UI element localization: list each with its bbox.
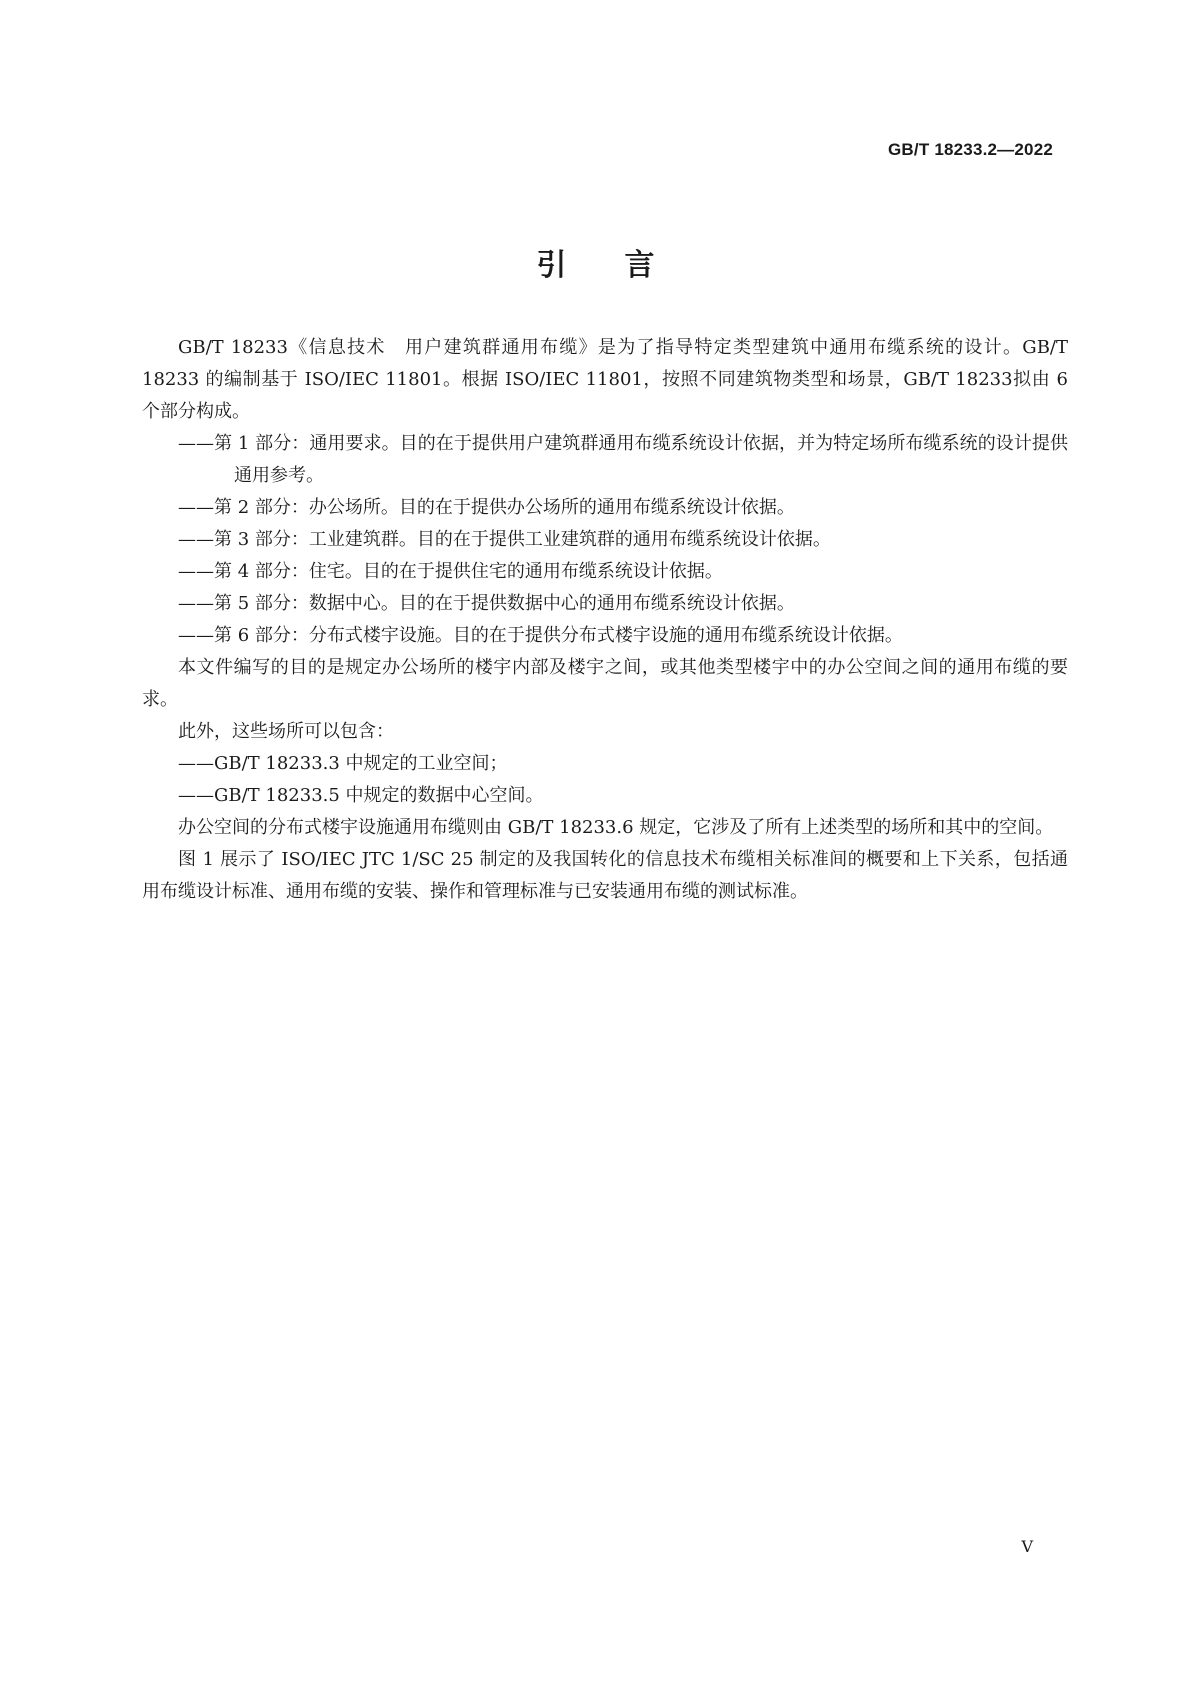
list-item-part-3: ——第 3 部分：工业建筑群。目的在于提供工业建筑群的通用布缆系统设计依据。 [178, 529, 831, 550]
page-number: V [1021, 1537, 1033, 1556]
standard-code: GB/T 18233.2—2022 [888, 140, 1053, 159]
list-item-data-centre-space: ——GB/T 18233.5 中规定的数据中心空间。 [178, 785, 544, 806]
intro-paragraph: GB/T 18233《信息技术 用户建筑群通用布缆》是为了指导特定类型建筑中通用布缆系统的设计。GB/T 18233 的编制基于 ISO/IEC 11801。根据 ISO/IEC 11801，按照不同建筑物类型和场景，GB/T 18233拟由 6 个部分构成。 [142, 337, 1068, 422]
list-item-part-1: ——第 1 部分：通用要求。目的在于提供用户建筑群通用布缆系统设计依据，并为特定场所布缆系统的设计提供通用参考。 [178, 433, 1068, 486]
list-item-part-2: ——第 2 部分：办公场所。目的在于提供办公场所的通用布缆系统设计依据。 [178, 497, 795, 518]
list-item-part-5: ——第 5 部分：数据中心。目的在于提供数据中心的通用布缆系统设计依据。 [178, 593, 795, 614]
list-item-part-6: ——第 6 部分：分布式楼宇设施。目的在于提供分布式楼宇设施的通用布缆系统设计依据。 [178, 625, 903, 646]
purpose-paragraph: 本文件编写的目的是规定办公场所的楼宇内部及楼宇之间，或其他类型楼宇中的办公空间之间的通用布缆的要求。 [142, 657, 1068, 710]
list-item-part-4: ——第 4 部分：住宅。目的在于提供住宅的通用布缆系统设计依据。 [178, 561, 723, 582]
figure-note-paragraph: 图 1 展示了 ISO/IEC JTC 1/SC 25 制定的及我国转化的信息技术布缆相关标准间的概要和上下关系，包括通用布缆设计标准、通用布缆的安装、操作和管理标准与已安装通用布缆的测试标准。 [142, 849, 1068, 902]
document-body [142, 332, 1068, 908]
list-item-industrial-space: ——GB/T 18233.3 中规定的工业空间； [178, 753, 508, 774]
additionally-paragraph: 此外，这些场所可以包含： [178, 721, 394, 742]
distributed-paragraph: 办公空间的分布式楼宇设施通用布缆则由 GB/T 18233.6 规定，它涉及了所有上述类型的场所和其中的空间。 [178, 817, 1054, 838]
section-title: 引言 [536, 248, 713, 283]
